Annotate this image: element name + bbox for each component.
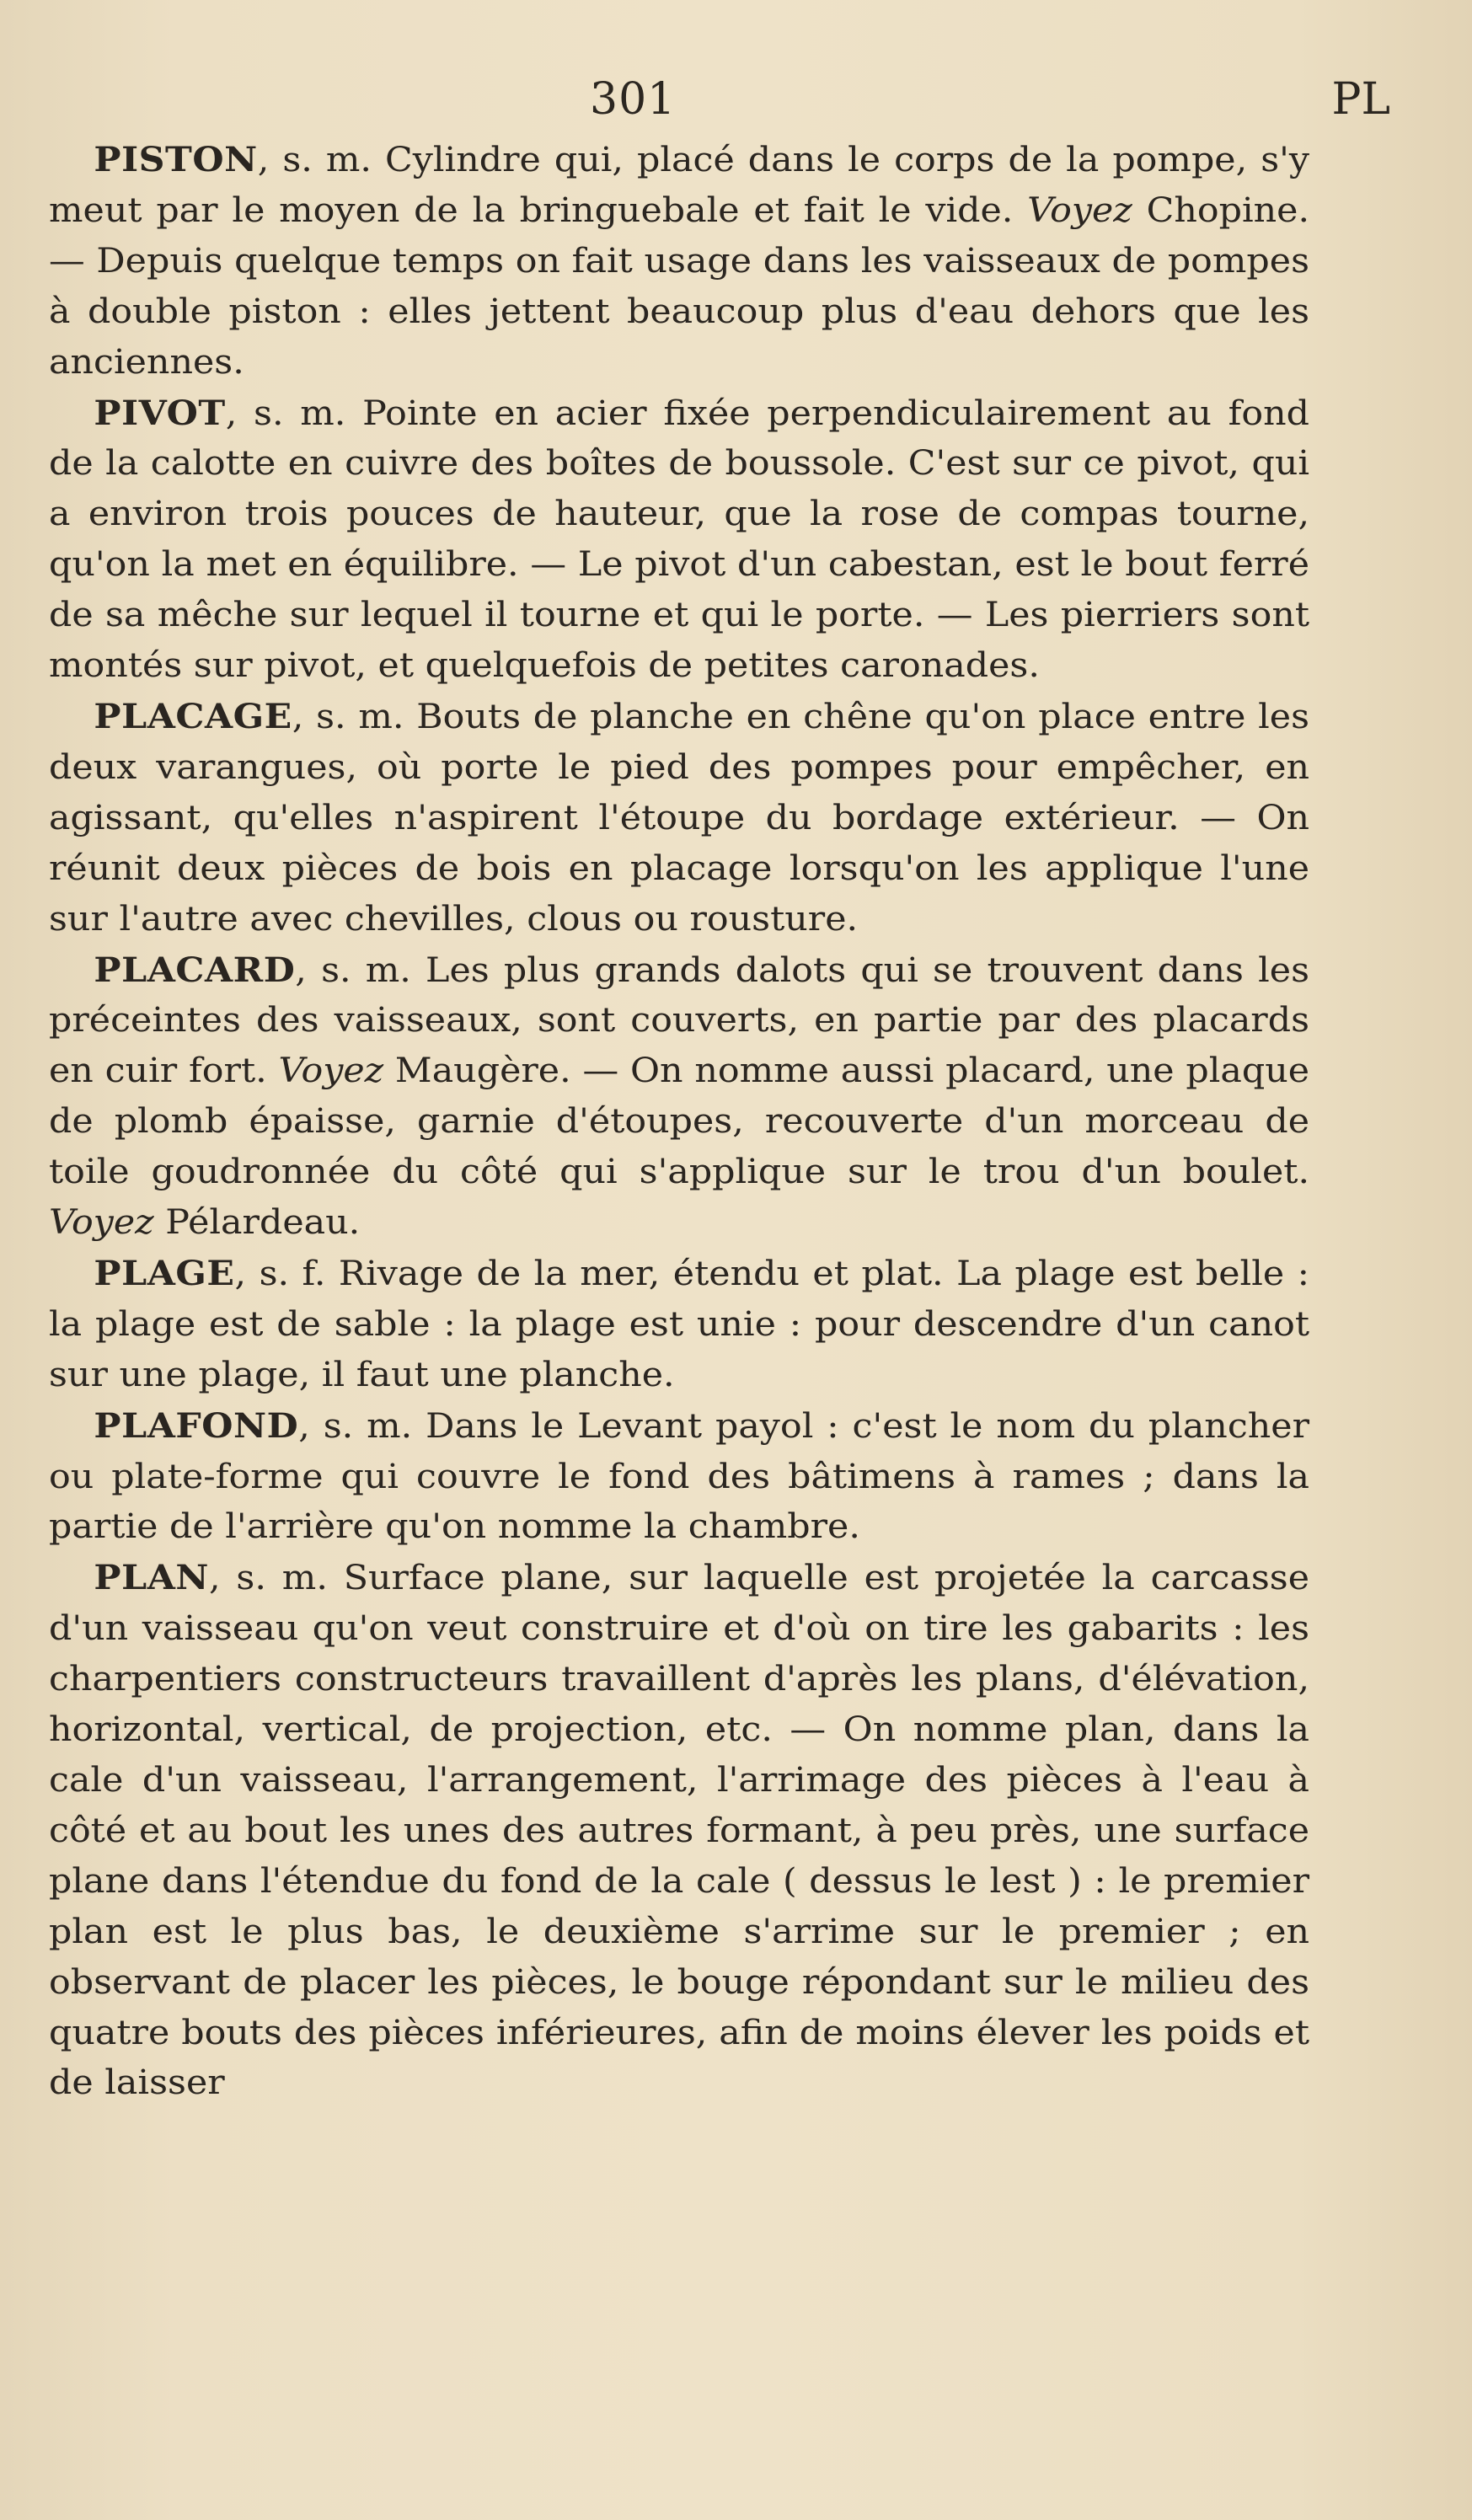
entry-text: Pélardeau. — [153, 1203, 361, 1243]
entry-headword: PLAGE — [94, 1253, 235, 1293]
entry-headword: PLACARD — [94, 950, 296, 990]
dictionary-entry — [49, 1401, 1309, 1554]
dictionary-entry — [49, 692, 1309, 945]
entry-text: Chopine. — Depuis quelque temps on fait usage dans les vaisseaux de pompes à double piston : elles jettent beaucoup plus d'eau dehors que les anciennes. — [49, 190, 1310, 382]
entry-text: , s. f. Rivage de la mer, étendu et plat. La plage est belle : la plage est de sable : la plage est unie : pour descendre d'un canot sur une plage, il faut une planche. — [49, 1254, 1310, 1394]
running-head — [93, 74, 1390, 133]
entry-headword: PIVOT — [94, 393, 226, 433]
cross-reference-voyez: Voyez — [49, 1203, 154, 1243]
entry-headword: PLAFOND — [94, 1405, 299, 1446]
dictionary-text — [49, 135, 1309, 2109]
entry-text: , s. m. Cylindre qui, placé dans le corps de la pompe, s'y meut par le moyen de la bringuebale et fait le vide. — [49, 141, 1310, 230]
cross-reference-voyez: Voyez — [278, 1051, 384, 1091]
entry-text: , s. m. Les plus grands dalots qui se trouvent dans les préceintes des vaisseaux, sont couverts, en partie par des placards en cuir fort. — [49, 950, 1310, 1091]
dictionary-entry — [49, 135, 1309, 388]
dictionary-entry — [49, 945, 1309, 1249]
cross-reference-voyez: Voyez — [1027, 190, 1132, 230]
entry-headword: PISTON — [94, 140, 258, 179]
entry-headword: PLACAGE — [94, 696, 292, 736]
entry-headword: PLAN — [94, 1558, 210, 1598]
dictionary-entry — [49, 1249, 1309, 1401]
dictionary-entry — [49, 388, 1309, 692]
dictionary-entry — [49, 1553, 1309, 2109]
entry-text: , s. m. Bouts de planche en chêne qu'on place entre les deux varangues, où porte le pied des pompes pour empêcher, en agissant, qu'elles n'aspirent l'étoupe du bordage extérieur. — On réunit deux pièces de bois en placage lorsqu'on les applique l'une sur l'autre avec chevilles, clous ou rousture. — [49, 697, 1310, 939]
entry-text: , s. m. Surface plane, sur laquelle est projetée la carcasse d'un vaisseau qu'on veut construire et d'où on tire les gabarits : les charpentiers constructeurs travaillent d'après les plans, d'élévation, horizontal, vertical, de projection, etc. — On nomme plan, dans la cale d'un vaisseau, l'arrangement, l'arrimage des pièces à l'eau à côté et au bout les unes des autres formant, à peu près, une surface plane dans l'étendue du fond de la cale ( dessus le lest ) : le premier plan est le plus bas, le deuxième s'arrime sur le premier ; en observant de placer les pièces, le bouge répondant sur le milieu des quatre bouts des pièces inférieures, afin de moins élever les poids et de laisser — [49, 1559, 1310, 2103]
entry-text: , s. m. Pointe en acier fixée perpendiculairement au fond de la calotte en cuivre des boîtes de boussole. C'est sur ce pivot, qui a environ trois pouces de hauteur, que la rose de compas tourne, qu'on la met en équilibre. — Le pivot d'un cabestan, est le bout ferré de sa mêche sur lequel il tourne et qui le porte. — Les pierriers sont montés sur pivot, et quelquefois de petites caronades. — [49, 393, 1310, 686]
page-number: 301 — [590, 74, 677, 125]
section-letters: PL — [1331, 74, 1390, 125]
entry-text: Maugère. — On nomme aussi placard, une plaque de plomb épaisse, garnie d'étoupes, recouverte d'un morceau de toile goudronnée du côté qui s'applique sur le trou d'un boulet. — [49, 1051, 1310, 1192]
entry-text: , s. m. Dans le Levant payol : c'est le nom du plancher ou plate-forme qui couvre le fond des bâtimens à rames ; dans la partie de l'arrière qu'on nomme la chambre. — [49, 1406, 1310, 1547]
